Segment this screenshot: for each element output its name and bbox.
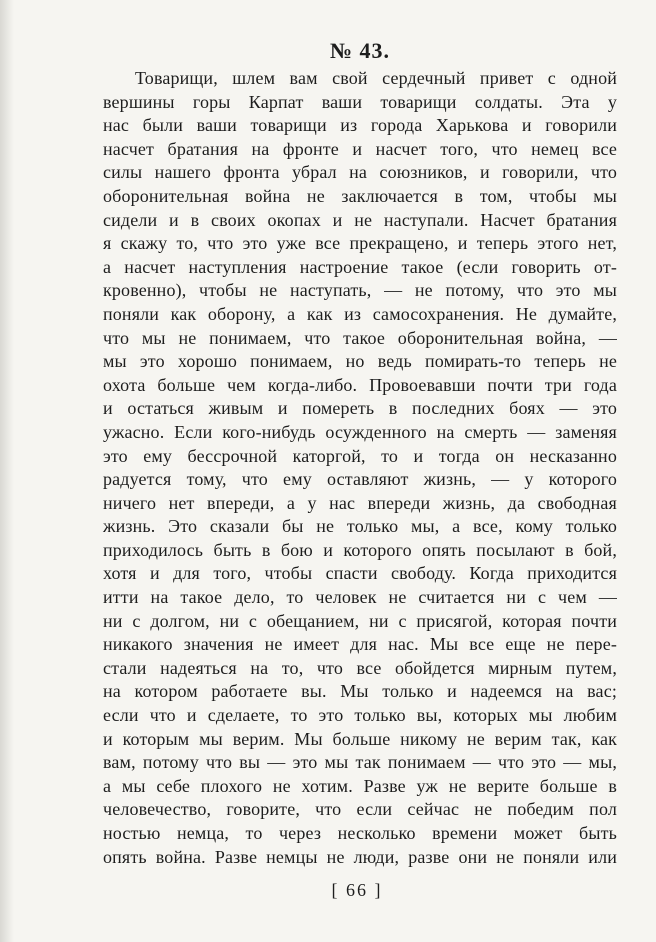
text-line: хотя и для того, чтобы спасти свободу. Когда приходится — [103, 563, 617, 584]
text-line: приходилось быть в бою и которого опять посылают в бой, — [103, 539, 617, 560]
text-line: на котором работаете вы. Мы только и надеемся на вас; — [103, 681, 617, 702]
text-line: Товарищи, шлем вам свой сердечный привет с одной — [135, 68, 617, 88]
text-line: ужасно. Если кого-нибудь осужденного на смерть — заменяя — [103, 421, 617, 442]
text-line: вам, потому что вы — это мы так понимаем — что это — мы, — [103, 752, 617, 773]
text-line: что мы не понимаем, что такое оборонительная война, — — [103, 327, 617, 348]
text-line: поняли как оборону, а как из самосохранения. Не думайте, — [103, 303, 617, 324]
text-line: силы нашего фронта убрал на союзников, и говорили, что — [103, 162, 617, 183]
text-line: и остаться живым и помереть в последних боях — это — [103, 398, 617, 419]
page-number: [ 66 ] — [331, 880, 383, 900]
text-line: вершины горы Карпат ваши товарищи солдаты. Эта у — [103, 91, 617, 112]
text-line: а насчет наступления настроение такое (если говорить от- — [103, 256, 617, 277]
text-line: жизнь. Это сказали бы не только мы, а все, кому только — [103, 516, 617, 537]
text-line: стали надеяться на то, что все обойдется мирным путем, — [103, 657, 617, 678]
text-line: кровенно), чтобы не наступать, — не потому, что это мы — [103, 280, 617, 301]
text-line: итти на такое дело, то человек не считается ни с чем — — [103, 587, 617, 608]
text-line: охота больше чем когда-либо. Провоевавши почти три года — [103, 374, 617, 395]
text-line: мы это хорошо понимаем, но ведь помирать-то теперь не — [103, 351, 617, 372]
text-line: это ему бессрочной каторгой, то и тогда он несказанно — [103, 445, 617, 466]
text-line: человечество, говорите, что если сейчас не победим пол — [103, 799, 617, 820]
document-number-heading: № 43. — [329, 38, 391, 63]
text-line: оборонительная война не заключается в том, чтобы мы — [103, 185, 617, 206]
text-line: опять война. Разве немцы не люди, разве они не поняли или — [103, 846, 617, 867]
text-line: насчет братания на фронте и насчет того, что немец все — [103, 138, 617, 159]
text-line: я скажу то, что это уже все прекращено, и теперь этого нет, — [103, 233, 617, 254]
text-line: ностью немца, то через несколько времени может быть — [103, 823, 617, 843]
text-line: никакого значения не имеет для нас. Мы все еще не пере- — [103, 634, 617, 655]
text-line: а мы себе плохого не хотим. Разве уж не верите больше в — [103, 775, 617, 796]
text-line: сидели и в своих окопах и не наступали. Насчет братания — [103, 209, 617, 230]
text-line: и которым мы верим. Мы больше никому не верим так, как — [103, 728, 617, 749]
text-line: радуется тому, что ему оставляют жизнь, — у которого — [103, 469, 617, 490]
text-line: если что и сделаете, то это только вы, которых мы любим — [103, 705, 617, 726]
text-line: нас были ваши товарищи из города Харькова и говорили — [103, 115, 617, 136]
text-line: ничего нет впереди, а у нас впереди жизнь, да свободная — [103, 492, 617, 513]
scan-edge-shadow — [0, 0, 14, 942]
text-line: ни с долгом, ни с обещанием, ни с присягой, которая почти — [103, 610, 617, 631]
letter-body — [103, 67, 617, 869]
